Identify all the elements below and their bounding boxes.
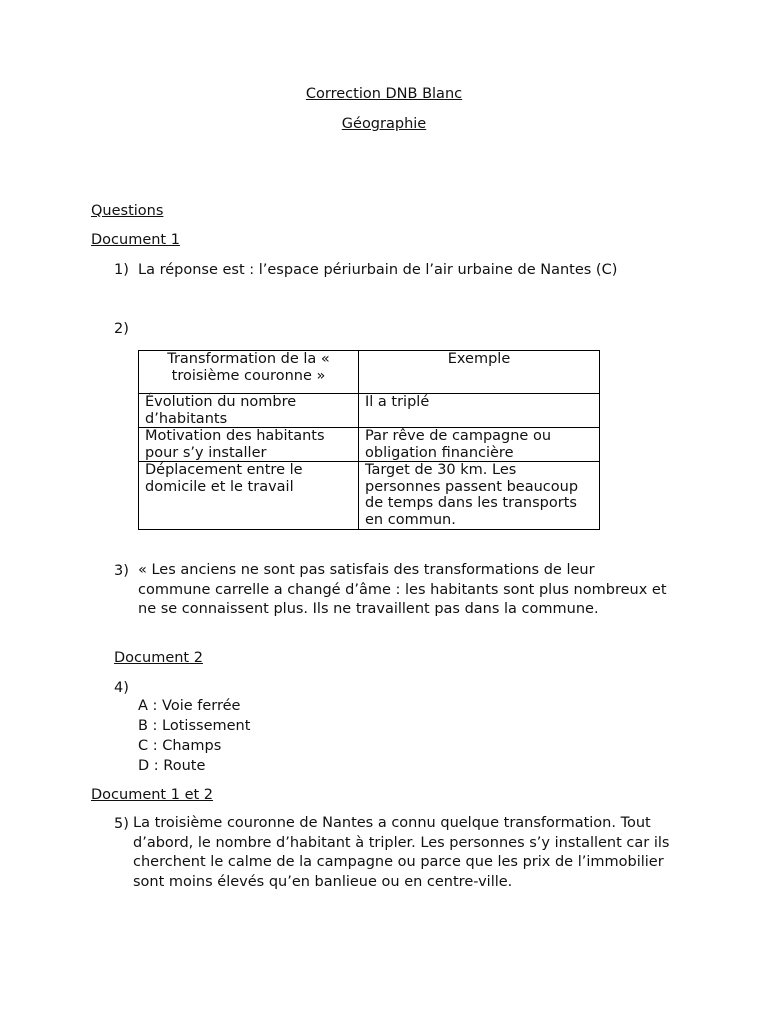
table-cell-label: Déplacement entre le domicile et le travail xyxy=(139,462,359,530)
page-subtitle: Géographie xyxy=(341,116,427,132)
table-row xyxy=(139,428,600,462)
page-title: Correction DNB Blanc xyxy=(305,86,463,102)
question-2-number: 2) xyxy=(114,321,129,337)
table-cell-label: Motivation des habitants pour s’y installer xyxy=(139,428,359,462)
table-header-row xyxy=(139,351,600,394)
table-row xyxy=(139,394,600,428)
table-cell-value: Target de 30 km. Les personnes passent beaucoup de temps dans les transports en commun. xyxy=(359,462,600,530)
table-header-exemple: Exemple xyxy=(359,351,600,394)
question-1-number: 1) xyxy=(114,262,129,278)
question-5-text: La troisième couronne de Nantes a connu quelque transformation. Tout d’abord, le nombre d’habitant à tripler. Les personnes s’y installent car ils cherchent le calme de la campagne ou parce que les prix de l’immobilier sont moins élevés qu’en banlieue ou en centre-ville. xyxy=(133,815,670,890)
question-5-number: 5) xyxy=(114,816,129,832)
table-cell-value: Il a triplé xyxy=(359,394,600,428)
transformation-table xyxy=(138,350,600,530)
table-row xyxy=(139,462,600,530)
questions-heading: Questions xyxy=(91,203,164,219)
list-item: A : Voie ferrée xyxy=(138,698,241,714)
question-3-number: 3) xyxy=(114,563,129,579)
table-header-transformation: Transformation de la « troisième couronne » xyxy=(139,351,359,394)
list-item: C : Champs xyxy=(138,738,222,754)
document-1-2-heading: Document 1 et 2 xyxy=(91,787,214,803)
question-4-number: 4) xyxy=(114,680,129,696)
table-cell-value: Par rêve de campagne ou obligation financière xyxy=(359,428,600,462)
list-item: B : Lotissement xyxy=(138,718,251,734)
table-cell-label: Évolution du nombre d’habitants xyxy=(139,394,359,428)
document-1-heading: Document 1 xyxy=(91,232,180,248)
question-3-text: « Les anciens ne sont pas satisfais des transformations de leur commune carrelle a changé d’âme : les habitants sont plus nombreux et ne se connaissent plus. Ils ne travaillent pas dans la commune. xyxy=(138,562,667,618)
list-item: D : Route xyxy=(138,758,206,774)
document-2-heading: Document 2 xyxy=(114,650,203,666)
question-1-text: La réponse est : l’espace périurbain de l’air urbaine de Nantes (C) xyxy=(138,262,618,278)
